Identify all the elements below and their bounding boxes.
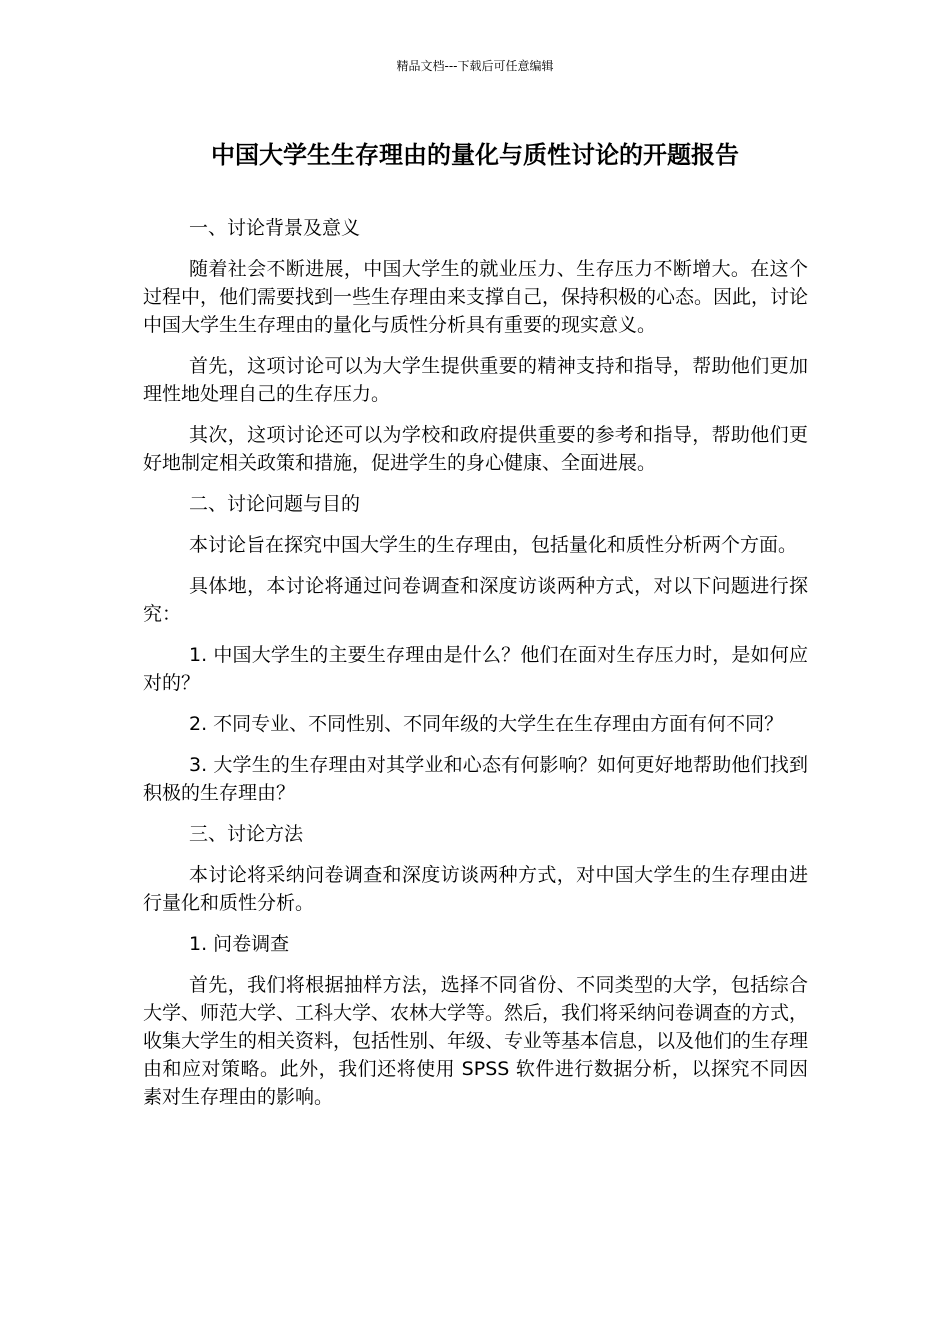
paragraph: 首先，这项讨论可以为大学生提供重要的精神支持和指导，帮助他们更加理性地处理自己的生存压力。 [143,355,808,405]
header-note: 精品文档---下载后可任意编辑 [396,59,554,73]
paragraph: 本讨论将采纳问卷调查和深度访谈两种方式，对中国大学生的生存理由进行量化和质性分析。 [143,864,808,914]
section-heading-background: 一、讨论背景及意义 [189,217,361,239]
paragraph: 其次，这项讨论还可以为学校和政府提供重要的参考和指导，帮助他们更好地制定相关政策和措施，促进学生的身心健康、全面进展。 [143,424,808,474]
document-title: 中国大学生生存理由的量化与质性讨论的开题报告 [211,141,739,169]
subsection-heading-questionnaire: 1. 问卷调查 [189,933,290,955]
list-item: 3. 大学生的生存理由对其学业和心态有何影响？如何更好地帮助他们找到积极的生存理由？ [143,754,808,804]
list-item: 2. 不同专业、不同性别、不同年级的大学生在生存理由方面有何不同？ [189,713,784,735]
paragraph: 首先，我们将根据抽样方法，选择不同省份、不同类型的大学，包括综合大学、师范大学、工科大学、农林大学等。然后，我们将采纳问卷调查的方式，收集大学生的相关资料，包括性别、年级、专业等基本信息，以及他们的生存理由和应对策略。此外，我们还将使用 SPSS 软件进行数据分析，以探究不同因素对生存理由的影响。 [143,974,809,1108]
list-item: 1. 中国大学生的主要生存理由是什么？他们在面对生存压力时，是如何应对的？ [143,644,808,694]
paragraph: 本讨论旨在探究中国大学生的生存理由，包括量化和质性分析两个方面。 [189,534,798,556]
section-heading-methods: 三、讨论方法 [189,823,304,845]
paragraph: 随着社会不断进展，中国大学生的就业压力、生存压力不断增大。在这个过程中，他们需要找到一些生存理由来支撑自己，保持积极的心态。因此，讨论中国大学生生存理由的量化与质性分析具有重要的现实意义。 [143,258,809,336]
section-heading-questions: 二、讨论问题与目的 [189,493,361,515]
document-body [143,214,808,1124]
paragraph: 具体地，本讨论将通过问卷调查和深度访谈两种方式，对以下问题进行探究： [143,575,808,625]
